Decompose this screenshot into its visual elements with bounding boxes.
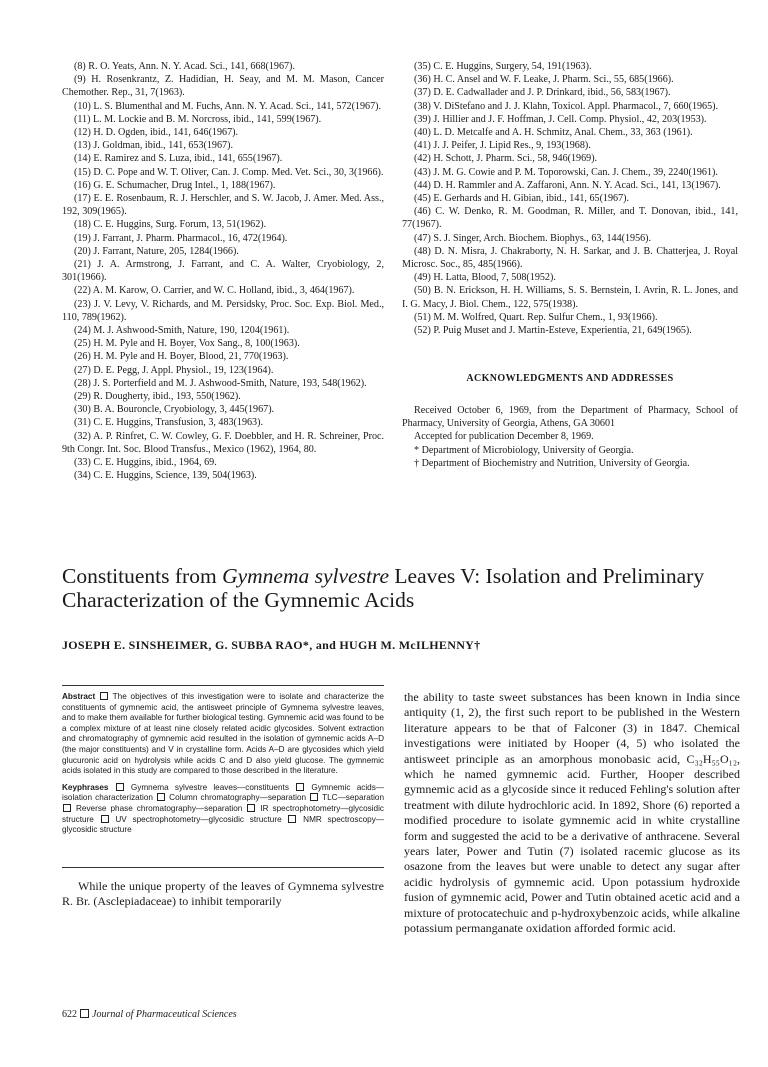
square-icon xyxy=(80,1009,89,1018)
reference-entry: (18) C. E. Huggins, Surg. Forum, 13, 51(1962). xyxy=(74,219,267,231)
page-number: 622 xyxy=(62,1009,77,1020)
reference-entry: (51) M. M. Wolfred, Quart. Rep. Sulfur Chem., 1, 93(1966). xyxy=(414,311,658,323)
abstract-paragraph xyxy=(62,692,384,777)
acknowledgments-block xyxy=(402,404,738,470)
checkbox-square-icon xyxy=(288,815,296,823)
reference-entry: (28) J. S. Porterfield and M. J. Ashwood-Smith, Nature, 193, 548(1962). xyxy=(74,377,367,389)
article-title xyxy=(62,564,742,612)
checkbox-square-icon xyxy=(100,692,108,700)
checkbox-square-icon xyxy=(101,815,109,823)
reference-entry: (29) R. Dougherty, ibid., 193, 550(1962). xyxy=(74,391,241,403)
author-list: JOSEPH E. SINSHEIMER, G. SUBBA RAO*, and HUGH M. McILHENNY† xyxy=(62,638,481,652)
acknowledgments-heading: ACKNOWLEDGMENTS AND ADDRESSES xyxy=(466,373,674,384)
reference-entry: (24) M. J. Ashwood-Smith, Nature, 190, 1204(1961). xyxy=(74,325,290,337)
body-text-right: the ability to taste sweet substances has been known in India since antiquity (1, 2), the first such report to be published in the Western literature appears to be that of Falconer (3) in 1847. Chemical investigations were initiated by Hooper (4, 5) who isolated the antisweet principle as an amorphous monobasic acid, C₃₂H₅₅O₁₂, which he named gymnemic acid. Further, Hooper described gymnemic acid as a glycoside since it reduced Fehling's solution after treatment with dilute hydrochloric acid. In 1892, Shore (6) reported a modified procedure to isolate gymnemic acid in white crystalline form and suggested the acid to be a derivative of anthracene. Several years later, Power and Tutin (7) isolated racemic glucose as its osazone from the leaves but were unable to detect any sugar after acidic hydrolysis of gymnemic acid. Upon potassium hydroxide fusion of gymnemic acid, Power and Tutin obtained acetic acid and a mixture of protocatechuic and p-hydroxybenzoic acids, while alkaline potassium permanganate oxidation afforded formic acid. xyxy=(404,690,740,936)
page-footer xyxy=(62,1009,237,1020)
reference-entry: (38) V. DiStefano and J. J. Klahn, Toxicol. Appl. Pharmacol., 7, 660(1965). xyxy=(414,100,719,112)
abstract-text: The objectives of this investigation were to isolate and characterize the constituents of gymnemic acid, the antisweet principle of Gymnema sylvestre leaves, and to make them available for further biological testing. Gymnemic acid was found to be a complex mixture of at least nine closely related acidic glycosides. Solvent extraction and chromatography of gymnemic acid resulted in the isolation of gymnemic acids A–D (the major constituents) and V in crystalline form. Acids A–D are glycosides which yield glucuronic acid on hydrolysis while acids C and D also yield glucose. The gymnemic acids isolated in this study are compared to those described in the literature. xyxy=(62,692,384,776)
reference-entry: (44) D. H. Rammler and A. Zaffaroni, Ann. N. Y. Acad. Sci., 141, 13(1967). xyxy=(414,179,721,191)
keyphrase: Column chromatography—separation xyxy=(169,793,307,803)
ack-footnote-1: * Department of Microbiology, University of Georgia. xyxy=(414,444,634,456)
reference-entry: (46) C. W. Denko, R. M. Goodman, R. Miller, and T. Donovan, ibid., 141, 77(1967). xyxy=(402,206,738,231)
reference-entry: (17) E. E. Rosenbaum, R. J. Herschler, and S. W. Jacob, J. Amer. Med. Ass., 192, 309(1965). xyxy=(62,193,384,218)
checkbox-square-icon xyxy=(116,783,124,791)
reference-entry: (32) A. P. Rinfret, C. W. Cowley, G. F. Doebbler, and H. R. Schreiner, Proc. 9th Congr. Int. Soc. Blood Transfus., Mexico (1962), 1964, 80. xyxy=(62,430,384,455)
reference-entry: (39) J. Hillier and J. F. Hoffman, J. Cell. Comp. Physiol., 42, 203(1953). xyxy=(414,113,707,125)
reference-entry: (13) J. Goldman, ibid., 141, 653(1967). xyxy=(74,140,233,152)
reference-entry: (26) H. M. Pyle and H. Boyer, Blood, 21, 770(1963). xyxy=(74,351,289,363)
reference-entry: (33) C. E. Huggins, ibid., 1964, 69. xyxy=(74,457,217,469)
reference-entry: (41) J. J. Peifer, J. Lipid Res., 9, 193(1968). xyxy=(414,140,591,152)
reference-entry: (30) B. A. Bouroncle, Cryobiology, 3, 445(1967). xyxy=(74,404,275,416)
abstract-box xyxy=(62,685,384,868)
reference-entry: (16) G. E. Schumacher, Drug Intel., 1, 188(1967). xyxy=(74,179,276,191)
keyphrases-paragraph xyxy=(62,783,384,836)
reference-entry: (40) L. D. Metcalfe and A. H. Schmitz, Anal. Chem., 33, 363 (1961). xyxy=(414,127,693,139)
abstract-label: Abstract xyxy=(62,692,96,701)
reference-entry: (48) D. N. Misra, J. Chakraborty, N. H. Sarkar, and J. B. Chatterjea, J. Royal Microsc. Soc., 85, 485(1966). xyxy=(402,245,738,271)
reference-entry: (47) S. J. Singer, Arch. Biochem. Biophys., 63, 144(1956). xyxy=(414,232,652,244)
reference-entry: (15) D. C. Pope and W. T. Oliver, Can. J. Comp. Med. Vet. Sci., 30, 3(1966). xyxy=(74,166,384,178)
reference-entry: (10) L. S. Blumenthal and M. Fuchs, Ann. N. Y. Acad. Sci., 141, 572(1967). xyxy=(74,100,382,112)
reference-entry: (31) C. E. Huggins, Transfusion, 3, 483(1963). xyxy=(74,417,263,429)
reference-entry: (45) E. Gerhards and H. Gibian, ibid., 141, 65(1967). xyxy=(414,193,630,205)
reference-entry: (25) H. M. Pyle and H. Boyer, Vox Sang., 8, 100(1963). xyxy=(74,338,300,350)
reference-entry: (11) L. M. Lockie and B. M. Norcross, ibid., 141, 599(1967). xyxy=(74,113,322,125)
ack-received: Received October 6, 1969, from the Department of Pharmacy, School of Pharmacy, University of Georgia, Athens, GA 30601 xyxy=(402,405,738,430)
keyphrases-label: Keyphrases xyxy=(62,782,109,792)
reference-entry: (34) C. E. Huggins, Science, 139, 504(1963). xyxy=(74,470,257,482)
title-part-2: Leaves V: Isolation and Preliminary Characterization of the Gymnemic Acids xyxy=(62,564,705,612)
keyphrase: Gymnema sylvestre leaves—constituents xyxy=(130,782,289,792)
reference-entry: (20) J. Farrant, Nature, 205, 1284(1966). xyxy=(74,245,239,257)
checkbox-square-icon xyxy=(157,793,165,801)
keyphrase: UV spectrophotometry—glycosidic structure xyxy=(115,814,282,824)
checkbox-square-icon xyxy=(296,783,304,791)
reference-entry: (23) J. V. Levy, V. Richards, and M. Persidsky, Proc. Soc. Exp. Biol. Med., 110, 789(1962). xyxy=(62,298,384,323)
reference-entry: (42) H. Schott, J. Pharm. Sci., 58, 946(1969). xyxy=(414,153,598,165)
checkbox-square-icon xyxy=(310,793,318,801)
reference-entry: (27) D. E. Pegg, J. Appl. Physiol., 19, 123(1964). xyxy=(74,364,274,376)
reference-entry: (37) D. E. Cadwallader and J. P. Drinkard, ibid., 56, 583(1967). xyxy=(414,87,671,99)
reference-entry: (36) H. C. Ansel and W. F. Leake, J. Pharm. Sci., 55, 685(1966). xyxy=(414,74,674,86)
ack-footnote-2: † Department of Biochemistry and Nutrition, University of Georgia. xyxy=(414,457,690,469)
reference-entry: (35) C. E. Huggins, Surgery, 54, 191(1963). xyxy=(414,61,592,72)
journal-name: Journal of Pharmaceutical Sciences xyxy=(92,1009,237,1020)
title-italic: Gymnema sylvestre xyxy=(222,564,390,588)
body-text-left: While the unique property of the leaves of Gymnema sylvestre R. Br. (Asclepiadaceae) to inhibit temporarily xyxy=(62,879,384,909)
reference-entry: (22) A. M. Karow, O. Carrier, and W. C. Holland, ibid., 3, 464(1967). xyxy=(74,285,355,297)
checkbox-square-icon xyxy=(247,804,255,812)
checkbox-square-icon xyxy=(63,804,71,812)
reference-entry: (9) H. Rosenkrantz, Z. Hadidian, H. Seay, and M. M. Mason, Cancer Chemother. Rep., 31, 7(1963). xyxy=(62,74,384,99)
reference-entry: (43) J. M. G. Cowie and P. M. Toporowski, Can. J. Chem., 39, 2240(1961). xyxy=(414,166,718,178)
reference-entry: (49) H. Latta, Blood, 7, 508(1952). xyxy=(414,272,556,284)
keyphrase: NMR spectroscopy—glycosidic structure xyxy=(62,814,384,835)
reference-entry: (21) J. A. Armstrong, J. Farrant, and C. A. Walter, Cryobiology, 2, 301(1966). xyxy=(62,259,384,284)
reference-entry: (12) H. D. Ogden, ibid., 141, 646(1967). xyxy=(74,127,239,139)
reference-entry: (50) B. N. Erickson, H. H. Williams, S. S. Bernstein, I. Avrin, R. L. Jones, and I. G. Macy, J. Biol. Chem., 122, 575(1938). xyxy=(402,285,738,310)
keyphrase: Gymnemic acids—isolation characterization xyxy=(62,782,384,803)
references-left-column xyxy=(62,60,384,483)
keyphrase: Reverse phase chromatography—separation xyxy=(76,803,243,813)
reference-entry: (8) R. O. Yeats, Ann. N. Y. Acad. Sci., 141, 668(1967). xyxy=(74,61,295,72)
keyphrase: TLC—separation xyxy=(322,793,385,803)
reference-entry: (52) P. Puig Muset and J. Martin-Esteve, Experientia, 21, 649(1965). xyxy=(414,325,692,337)
references-right-column xyxy=(402,60,738,337)
reference-entry: (19) J. Farrant, J. Pharm. Pharmacol., 16, 472(1964). xyxy=(74,232,288,244)
keyphrase: IR spectrophotometry—glycosidic structure xyxy=(62,803,385,824)
ack-accepted: Accepted for publication December 8, 1969. xyxy=(414,431,594,443)
title-part-1: Constituents from xyxy=(62,564,223,588)
reference-entry: (14) E. Ramirez and S. Luza, ibid., 141, 655(1967). xyxy=(74,153,283,165)
